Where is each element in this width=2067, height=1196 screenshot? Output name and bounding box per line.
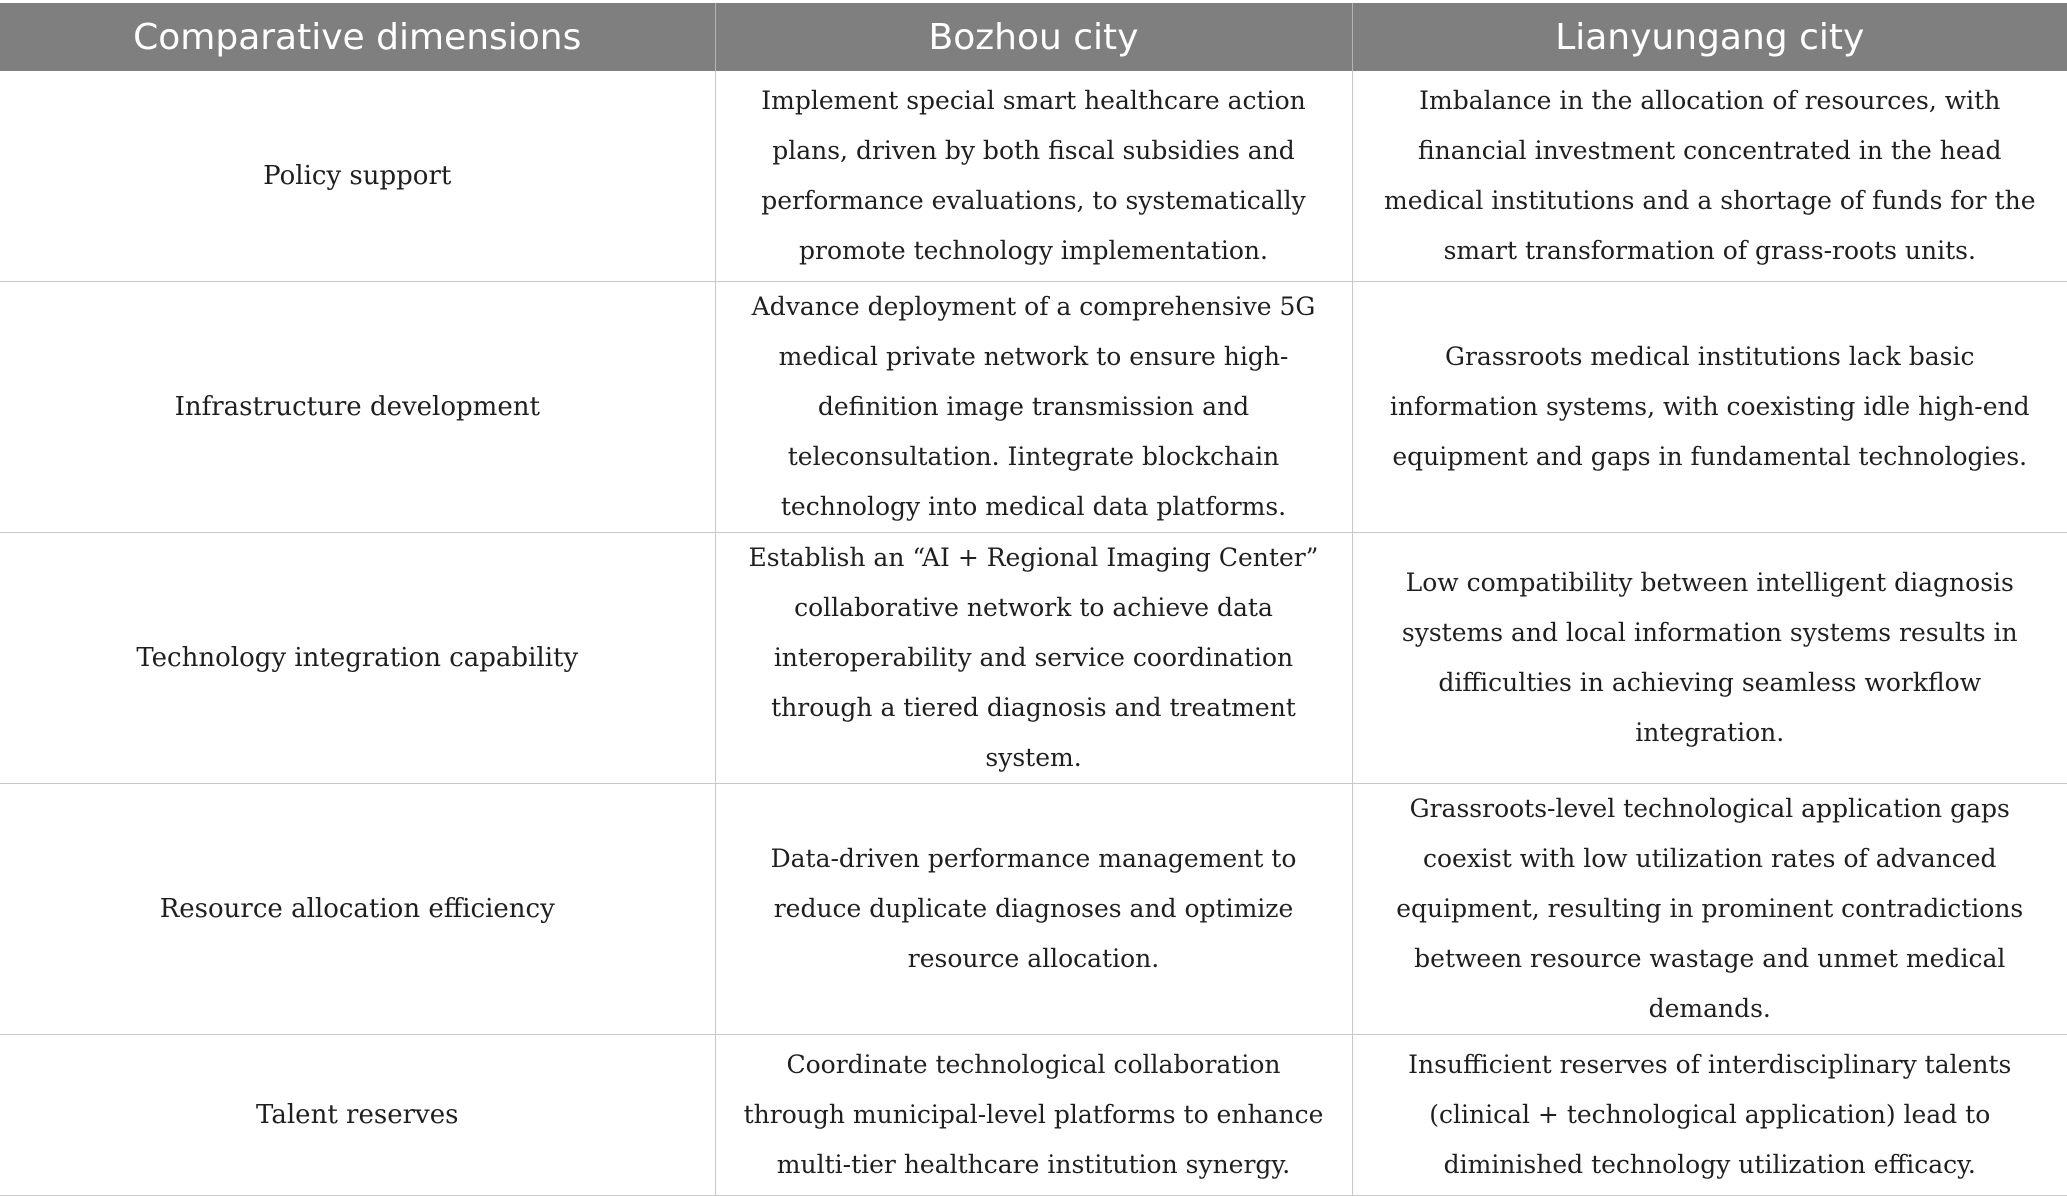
header-row bbox=[0, 3, 2067, 71]
cell-dimension: Talent reserves bbox=[0, 1034, 715, 1195]
cell-lianyungang: Low compatibility between intelligent diagnosis systems and local information systems results in difficulties in achieving seamless workflow integration. bbox=[1352, 532, 2067, 783]
cell-dimension: Technology integration capability bbox=[0, 532, 715, 783]
cell-dimension: Infrastructure development bbox=[0, 281, 715, 532]
table-row bbox=[0, 281, 2067, 532]
cell-bozhou: Establish an “AI + Regional Imaging Center” collaborative network to achieve data interoperability and service coordination through a tiered diagnosis and treatment system. bbox=[715, 532, 1352, 783]
table-row bbox=[0, 1034, 2067, 1195]
comparison-table-container bbox=[0, 3, 2067, 1196]
cell-lianyungang: Imbalance in the allocation of resources, with financial investment concentrated in the head medical institutions and a shortage of funds for the smart transformation of grass-roots units. bbox=[1352, 71, 2067, 281]
cell-dimension: Resource allocation efficiency bbox=[0, 783, 715, 1034]
cell-bozhou: Data-driven performance management to reduce duplicate diagnoses and optimize resource allocation. bbox=[715, 783, 1352, 1034]
header-comparative-dimensions: Comparative dimensions bbox=[0, 3, 715, 71]
cell-dimension: Policy support bbox=[0, 71, 715, 281]
cell-lianyungang: Insufficient reserves of interdisciplinary talents (clinical + technological application) lead to diminished technology utilization efficacy. bbox=[1352, 1034, 2067, 1195]
header-lianyungang-city: Lianyungang city bbox=[1352, 3, 2067, 71]
table-row bbox=[0, 532, 2067, 783]
cell-lianyungang: Grassroots-level technological application gaps coexist with low utilization rates of advanced equipment, resulting in prominent contradictions between resource wastage and unmet medical demands. bbox=[1352, 783, 2067, 1034]
cell-lianyungang: Grassroots medical institutions lack basic information systems, with coexisting idle high-end equipment and gaps in fundamental technologies. bbox=[1352, 281, 2067, 532]
cell-bozhou: Implement special smart healthcare action plans, driven by both fiscal subsidies and performance evaluations, to systematically promote technology implementation. bbox=[715, 71, 1352, 281]
comparison-table bbox=[0, 3, 2067, 1196]
header-bozhou-city: Bozhou city bbox=[715, 3, 1352, 71]
table-body bbox=[0, 71, 2067, 1195]
cell-bozhou: Advance deployment of a comprehensive 5G medical private network to ensure high-definition image transmission and teleconsultation. Iintegrate blockchain technology into medical data platforms. bbox=[715, 281, 1352, 532]
table-header bbox=[0, 3, 2067, 71]
table-row bbox=[0, 71, 2067, 281]
table-row bbox=[0, 783, 2067, 1034]
cell-bozhou: Coordinate technological collaboration through municipal-level platforms to enhance multi-tier healthcare institution synergy. bbox=[715, 1034, 1352, 1195]
